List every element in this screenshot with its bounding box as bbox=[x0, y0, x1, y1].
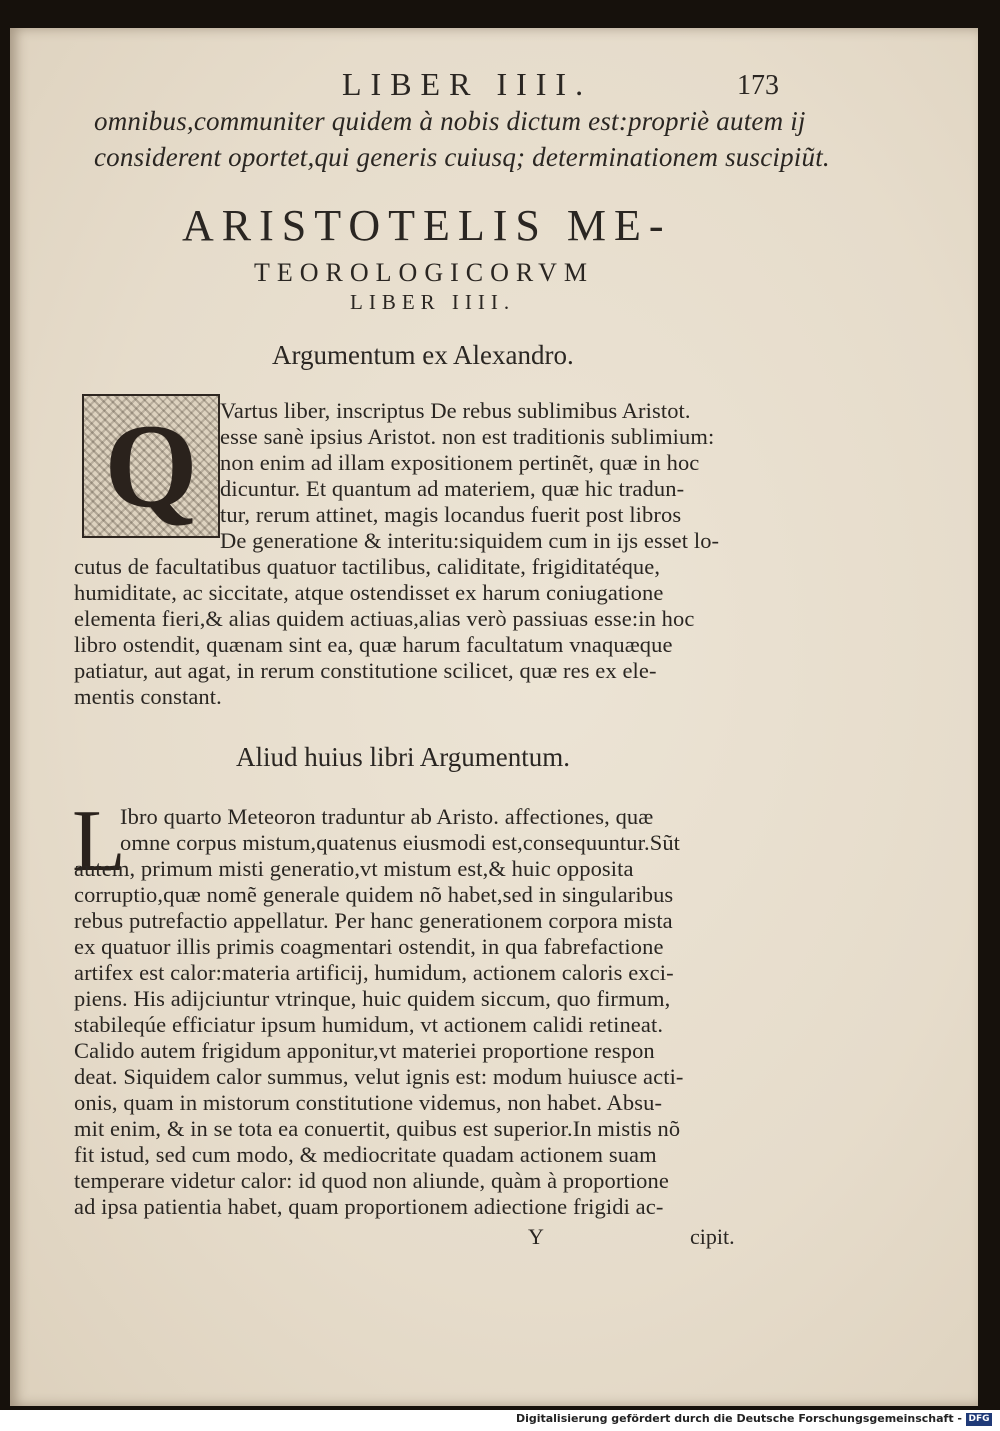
text-line: tur, rerum attinet, magis locandus fuerit post libros bbox=[220, 502, 682, 527]
text-line: libro ostendit, quænam sint ea, quæ harum facultatum vnaquæque bbox=[74, 632, 673, 657]
section-heading-aliud: Aliud huius libri Argumentum. bbox=[236, 742, 571, 772]
text-line: artifex est calor:materia artificij, humidum, actionem caloris exci- bbox=[74, 960, 674, 985]
text-line: Ibro quarto Meteoron traduntur ab Aristo. affectiones, quæ bbox=[120, 804, 654, 829]
text-line: dicuntur. Et quantum ad materiem, quæ hic tradun- bbox=[220, 476, 685, 501]
carryover-line: omnibus,communiter quidem à nobis dictum est:propriè autem ij bbox=[94, 106, 806, 136]
decorated-initial bbox=[82, 394, 220, 538]
text-line: omne corpus mistum,quatenus eiusmodi est,consequuntur.Sũt bbox=[120, 830, 681, 855]
footer-bar bbox=[0, 1410, 1000, 1431]
work-title-line2: TEOROLOGICORVM bbox=[254, 258, 595, 287]
text-line: fit istud, sed cum modo, & mediocritate quadam actionem suam bbox=[74, 1142, 657, 1167]
running-head bbox=[10, 66, 978, 106]
page-number: 173 bbox=[737, 70, 779, 101]
text-line: humiditate, ac siccitate, atque ostendisset ex harum coniugatione bbox=[74, 580, 664, 605]
carryover-line: considerent oportet,qui generis cuiusq; determinationem suscipiũt. bbox=[94, 142, 830, 172]
text-line: deat. Siquidem calor summus, velut ignis est: modum huiusce acti- bbox=[74, 1064, 684, 1089]
work-title-line3: LIBER IIII. bbox=[350, 290, 516, 314]
text-line: temperare videtur calor: id quod non aliunde, quàm à proportione bbox=[74, 1168, 669, 1193]
text-line: non enim ad illam expositionem pertinẽt, quæ in hoc bbox=[220, 450, 700, 475]
text-line: corruptio,quæ nomẽ generale quidem nõ habet,sed in singularibus bbox=[74, 882, 674, 907]
catchword: cipit. bbox=[690, 1224, 735, 1249]
text-line: cutus de facultatibus quatuor tactilibus, caliditate, frigiditatéque, bbox=[74, 554, 661, 579]
text-line: esse sanè ipsius Aristot. non est traditionis sublimium: bbox=[220, 424, 715, 449]
text-line: Calido autem frigidum apponitur,vt materiei proportione respon bbox=[74, 1038, 655, 1063]
initial-letter: Q bbox=[104, 399, 198, 532]
text-line: elementa fieri,& alias quidem actiuas,alias verò passiuas esse:in hoc bbox=[74, 606, 695, 631]
book-page bbox=[10, 28, 978, 1406]
dfg-logo: DFG bbox=[966, 1413, 992, 1426]
funding-note: Digitalisierung gefördert durch die Deutsche Forschungsgemeinschaft - bbox=[515, 1412, 962, 1425]
running-title: LIBER IIII. bbox=[342, 66, 593, 102]
section-heading-alexandro: Argumentum ex Alexandro. bbox=[272, 340, 574, 370]
text-line: De generatione & interitu:siquidem cum in ijs esset lo- bbox=[220, 528, 720, 553]
text-line: Vartus liber, inscriptus De rebus sublimibus Aristot. bbox=[220, 398, 691, 423]
text-line: rebus putrefactio appellatur. Per hanc generationem corpora mista bbox=[74, 908, 673, 933]
text-line: piens. His adijciuntur vtrinque, huic quidem siccum, quo firmum, bbox=[74, 986, 671, 1011]
text-line: onis, quam in mistorum constitutione videmus, non habet. Absu- bbox=[74, 1090, 663, 1115]
text-line: ex quatuor illis primis coagmentari ostendit, in qua fabrefactione bbox=[74, 934, 664, 959]
text-line: mentis constant. bbox=[74, 684, 222, 709]
signature-mark: Y bbox=[528, 1224, 544, 1249]
text-line: stabileqúe efficiatur ipsum humidum, vt actionem calidi retineat. bbox=[74, 1012, 664, 1037]
text-line: autem, primum misti generatio,vt mistum est,& huic opposita bbox=[74, 856, 634, 881]
initial-letter-l: L bbox=[72, 793, 126, 890]
text-line: mit enim, & in se tota ea conuertit, quibus est superior.In mistis nõ bbox=[74, 1116, 681, 1141]
text-line: ad ipsa patientia habet, quam proportionem adiectione frigidi ac- bbox=[74, 1194, 664, 1219]
text-line: patiatur, aut agat, in rerum constitutione scilicet, quæ res ex ele- bbox=[74, 658, 657, 683]
work-title: ARISTOTELIS ME- bbox=[182, 201, 672, 250]
